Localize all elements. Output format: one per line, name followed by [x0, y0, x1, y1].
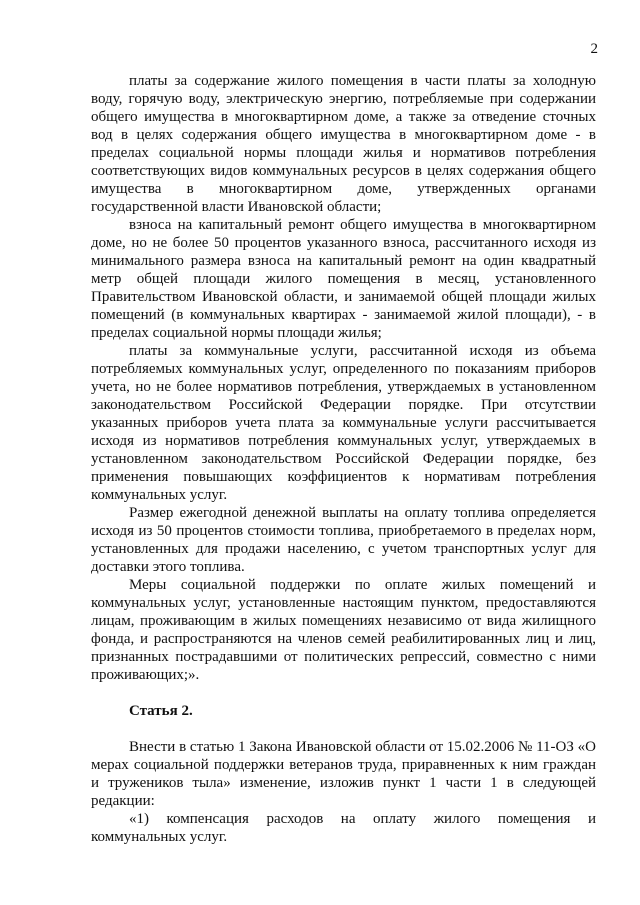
- document-body: [91, 72, 596, 846]
- paragraph-amendment-intro: Внести в статью 1 Закона Ивановской области от 15.02.2006 № 11-ОЗ «О мерах социальной поддержки ветеранов труда, приравненных к ним граждан и тружеников тыла» изменение, изложив пункт 1 части 1 в следующей редакции:: [91, 739, 596, 809]
- section-gap: [91, 684, 596, 702]
- article-heading: Статья 2.: [129, 703, 193, 719]
- heading-gap: [91, 720, 596, 738]
- paragraph-utilities-common-property: платы за содержание жилого помещения в части платы за холодную воду, горячую воду, электрическую энергию, потребляемые при содержании общего имущества в многоквартирном доме, а также за отведение сточных вод в целях содержания общего имущества в многоквартирном доме - в пределах социальной нормы площади жилья и нормативов потребления соответствующих видов коммунальных ресурсов в целях содержания общего имущества в многоквартирном доме, утвержденных органами государственной власти Ивановской области;: [91, 73, 596, 215]
- page-number: 2: [590, 41, 598, 57]
- paragraph-compensation-item: «1) компенсация расходов на оплату жилого помещения и коммунальных услуг.: [91, 811, 596, 845]
- paragraph-communal-services: платы за коммунальные услуги, рассчитанной исходя из объема потребляемых коммунальных услуг, определенного по показаниям приборов учета, но не более нормативов потребления, утверждаемых в установленном законодательством Российской Федерации порядке. При отсутствии указанных приборов учета плата за коммунальные услуги рассчитывается исходя из нормативов потребления коммунальных услуг, утверждаемых в установленном законодательством Российской Федерации порядке, без применения повышающих коэффициентов к нормативам потребления коммунальных услуг.: [91, 343, 596, 503]
- paragraph-social-support-scope: Меры социальной поддержки по оплате жилых помещений и коммунальных услуг, установленные настоящим пунктом, предоставляются лицам, проживающим в жилых помещениях независимо от вида жилищного фонда, и распространяются на членов семей реабилитированных лиц и лиц, признанных пострадавшими от политических репрессий, совместно с ними проживающих;».: [91, 577, 596, 683]
- paragraph-fuel-payment: Размер ежегодной денежной выплаты на оплату топлива определяется исходя из 50 процентов стоимости топлива, приобретаемого в пределах норм, установленных для продажи населению, с учетом транспортных услуг для доставки этого топлива.: [91, 505, 596, 575]
- paragraph-capital-repair: взноса на капитальный ремонт общего имущества в многоквартирном доме, но не более 50 процентов указанного взноса, рассчитанного исходя из минимального размера взноса на капитальный ремонт на один квадратный метр общей площади жилого помещения в месяц, установленного Правительством Ивановской области, и занимаемой общей площади жилых помещений (в коммунальных квартирах - занимаемой жилой площади), - в пределах социальной нормы площади жилья;: [91, 217, 596, 341]
